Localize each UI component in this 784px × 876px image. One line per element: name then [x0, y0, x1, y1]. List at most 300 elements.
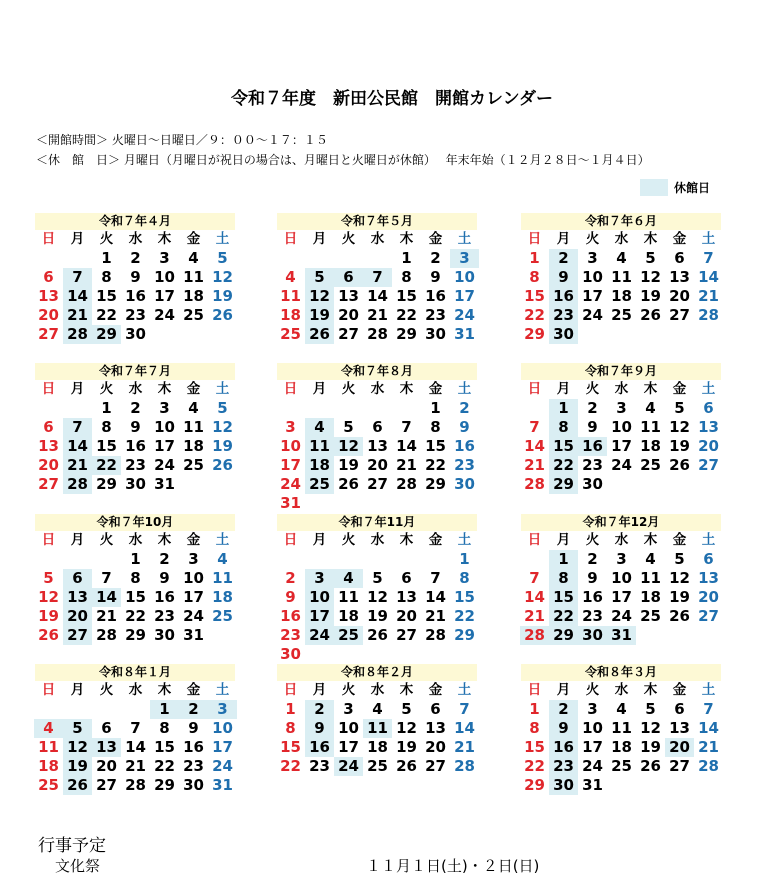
- day-cell: 20: [38, 306, 59, 324]
- day-cell: 3: [159, 249, 170, 267]
- day-cell: 2: [459, 399, 470, 417]
- month-calendar: [277, 213, 477, 344]
- weekday-header: 日: [41, 381, 56, 397]
- day-cell: 26: [640, 757, 661, 775]
- day-cell: 30: [183, 776, 204, 794]
- month-days-grid: [520, 230, 721, 344]
- day-cell: 23: [125, 456, 146, 474]
- day-cell: 17: [305, 607, 334, 626]
- legend: [640, 178, 710, 196]
- empty-cell: [276, 249, 305, 268]
- weekday-header: 火: [341, 381, 356, 397]
- weekday-header: 火: [99, 381, 114, 397]
- day-cell: 9: [549, 719, 578, 738]
- day-cell: 2: [587, 399, 598, 417]
- event-date: １１月１日(土)・２日(日): [366, 857, 540, 875]
- day-cell: 20: [96, 757, 117, 775]
- day-cell: 13: [669, 719, 690, 737]
- day-cell: 12: [396, 719, 417, 737]
- month-title: 令和７年４月: [35, 213, 235, 230]
- day-cell: 9: [430, 268, 441, 286]
- day-cell: 31: [183, 626, 204, 644]
- weekday-header: 土: [701, 231, 716, 247]
- month-days-grid: [520, 681, 721, 795]
- day-cell: 2: [587, 550, 598, 568]
- day-cell: 5: [63, 719, 92, 738]
- month-calendar: [277, 363, 477, 513]
- day-cell: 29: [454, 626, 475, 644]
- day-cell: 6: [430, 700, 441, 718]
- day-cell: 26: [640, 306, 661, 324]
- weekday-header: 木: [643, 532, 658, 548]
- weekday-header: 土: [457, 532, 472, 548]
- day-cell: 19: [305, 306, 334, 325]
- month-days-grid: [276, 681, 477, 776]
- day-cell: 12: [640, 719, 661, 737]
- day-cell: 16: [549, 738, 578, 757]
- empty-cell: [63, 399, 92, 418]
- empty-cell: [334, 249, 363, 268]
- day-cell: 22: [92, 456, 121, 475]
- day-cell: 16: [454, 437, 475, 455]
- weekday-header: 金: [428, 532, 443, 548]
- day-cell: 28: [96, 626, 117, 644]
- weekday-header: 金: [428, 231, 443, 247]
- weekday-header: 月: [556, 381, 571, 397]
- day-cell: 30: [125, 325, 146, 343]
- day-cell: 7: [459, 700, 470, 718]
- day-cell: 13: [63, 588, 92, 607]
- weekday-header: 土: [215, 381, 230, 397]
- day-cell: 19: [669, 588, 690, 606]
- month-title: 令和７年８月: [277, 363, 477, 380]
- day-cell: 18: [280, 306, 301, 324]
- day-cell: 12: [334, 437, 363, 456]
- day-cell: 26: [669, 456, 690, 474]
- day-cell: 12: [63, 738, 92, 757]
- empty-cell: [63, 550, 92, 569]
- month-title: 令和７年７月: [35, 363, 235, 380]
- day-cell: 14: [425, 588, 446, 606]
- day-cell: 31: [607, 626, 636, 645]
- weekday-header: 土: [457, 231, 472, 247]
- day-cell: 23: [454, 456, 475, 474]
- weekday-header: 金: [186, 231, 201, 247]
- day-cell: 14: [454, 719, 475, 737]
- month-title: 令和７年10月: [35, 514, 235, 531]
- day-cell: 30: [125, 475, 146, 493]
- weekday-header: 金: [672, 231, 687, 247]
- day-cell: 10: [582, 719, 603, 737]
- day-cell: 14: [63, 287, 92, 306]
- weekday-header: 月: [70, 231, 85, 247]
- day-cell: 18: [212, 588, 233, 606]
- day-cell: 22: [396, 306, 417, 324]
- month-calendar: [277, 514, 477, 664]
- day-cell: 22: [454, 607, 475, 625]
- day-cell: 31: [154, 475, 175, 493]
- day-cell: 17: [582, 287, 603, 305]
- day-cell: 20: [396, 607, 417, 625]
- month-title: 令和７年５月: [277, 213, 477, 230]
- day-cell: 7: [703, 249, 714, 267]
- day-cell: 11: [183, 268, 204, 286]
- day-cell: 18: [640, 437, 661, 455]
- day-cell: 3: [188, 550, 199, 568]
- weekday-header: 水: [614, 381, 629, 397]
- day-cell: 29: [92, 325, 121, 344]
- legend-closed-swatch: [640, 179, 668, 196]
- day-cell: 6: [401, 569, 412, 587]
- day-cell: 8: [549, 569, 578, 588]
- day-cell: 22: [96, 306, 117, 324]
- legend-label: 休館日: [674, 180, 711, 195]
- day-cell: 23: [125, 306, 146, 324]
- weekday-header: 日: [527, 682, 542, 698]
- day-cell: 12: [367, 588, 388, 606]
- day-cell: 24: [582, 306, 603, 324]
- day-cell: 12: [669, 569, 690, 587]
- month-calendar: [521, 363, 721, 494]
- empty-cell: [305, 399, 334, 418]
- weekday-header: 月: [70, 682, 85, 698]
- day-cell: 4: [34, 719, 63, 738]
- day-cell: 19: [640, 287, 661, 305]
- day-cell: 23: [549, 757, 578, 776]
- day-cell: 6: [63, 569, 92, 588]
- day-cell: 4: [616, 700, 627, 718]
- day-cell: 4: [616, 249, 627, 267]
- day-cell: 19: [212, 287, 233, 305]
- day-cell: 29: [549, 626, 578, 645]
- day-cell: 21: [425, 607, 446, 625]
- day-cell: 29: [396, 325, 417, 343]
- month-title: 令和８年３月: [521, 664, 721, 681]
- day-cell: 13: [698, 418, 719, 436]
- day-cell: 6: [43, 418, 54, 436]
- day-cell: 20: [425, 738, 446, 756]
- empty-cell: [34, 399, 63, 418]
- empty-cell: [363, 249, 392, 268]
- month-days-grid: [520, 380, 721, 494]
- day-cell: 28: [63, 325, 92, 344]
- weekday-header: 木: [643, 231, 658, 247]
- day-cell: 29: [425, 475, 446, 493]
- weekday-header: 木: [157, 231, 172, 247]
- day-cell: 21: [63, 456, 92, 475]
- day-cell: 18: [611, 287, 632, 305]
- day-cell: 15: [524, 738, 545, 756]
- day-cell: 22: [549, 456, 578, 475]
- day-cell: 22: [154, 757, 175, 775]
- day-cell: 25: [38, 776, 59, 794]
- weekday-header: 木: [399, 381, 414, 397]
- month-calendar: [35, 363, 235, 494]
- day-cell: 27: [669, 757, 690, 775]
- day-cell: 3: [343, 700, 354, 718]
- day-cell: 20: [38, 456, 59, 474]
- weekday-header: 火: [341, 231, 356, 247]
- day-cell: 27: [96, 776, 117, 794]
- day-cell: 30: [578, 626, 607, 645]
- weekday-header: 金: [672, 381, 687, 397]
- day-cell: 27: [63, 626, 92, 645]
- day-cell: 28: [524, 475, 545, 493]
- day-cell: 10: [183, 569, 204, 587]
- day-cell: 4: [188, 249, 199, 267]
- day-cell: 30: [425, 325, 446, 343]
- day-cell: 15: [125, 588, 146, 606]
- day-cell: 29: [524, 776, 545, 794]
- day-cell: 4: [372, 700, 383, 718]
- day-cell: 22: [125, 607, 146, 625]
- month-calendar: [35, 514, 235, 645]
- day-cell: 15: [524, 287, 545, 305]
- empty-cell: [34, 249, 63, 268]
- day-cell: 8: [401, 268, 412, 286]
- empty-cell: [305, 249, 334, 268]
- month-title: 令和７年11月: [277, 514, 477, 531]
- month-title: 令和８年１月: [35, 664, 235, 681]
- day-cell: 4: [645, 399, 656, 417]
- day-cell: 9: [188, 719, 199, 737]
- day-cell: 2: [179, 700, 208, 719]
- weekday-header: 火: [99, 682, 114, 698]
- day-cell: 1: [130, 550, 141, 568]
- weekday-header: 水: [370, 231, 385, 247]
- weekday-header: 日: [283, 381, 298, 397]
- day-cell: 3: [285, 418, 296, 436]
- day-cell: 15: [425, 437, 446, 455]
- weekday-header: 日: [283, 231, 298, 247]
- empty-cell: [520, 399, 549, 418]
- day-cell: 26: [38, 626, 59, 644]
- day-cell: 1: [459, 550, 470, 568]
- day-cell: 11: [640, 569, 661, 587]
- day-cell: 16: [425, 287, 446, 305]
- day-cell: 11: [183, 418, 204, 436]
- day-cell: 25: [212, 607, 233, 625]
- day-cell: 24: [611, 607, 632, 625]
- day-cell: 13: [367, 437, 388, 455]
- weekday-header: 金: [672, 532, 687, 548]
- day-cell: 27: [698, 456, 719, 474]
- day-cell: 6: [334, 268, 363, 287]
- day-cell: 3: [616, 399, 627, 417]
- weekday-header: 土: [215, 682, 230, 698]
- weekday-header: 水: [128, 381, 143, 397]
- page-title: 令和７年度 新田公民館 開館カレンダー: [231, 89, 553, 109]
- day-cell: 3: [208, 700, 237, 719]
- day-cell: 3: [587, 249, 598, 267]
- day-cell: 1: [401, 249, 412, 267]
- day-cell: 5: [645, 700, 656, 718]
- day-cell: 8: [101, 418, 112, 436]
- day-cell: 18: [611, 738, 632, 756]
- day-cell: 4: [334, 569, 363, 588]
- month-calendar: [35, 664, 235, 795]
- day-cell: 24: [154, 456, 175, 474]
- day-cell: 9: [587, 418, 598, 436]
- day-cell: 15: [549, 437, 578, 456]
- day-cell: 8: [430, 418, 441, 436]
- day-cell: 7: [101, 569, 112, 587]
- day-cell: 1: [549, 399, 578, 418]
- day-cell: 24: [611, 456, 632, 474]
- day-cell: 15: [280, 738, 301, 756]
- day-cell: 17: [154, 437, 175, 455]
- day-cell: 11: [363, 719, 392, 738]
- day-cell: 2: [285, 569, 296, 587]
- day-cell: 10: [280, 437, 301, 455]
- empty-cell: [363, 399, 392, 418]
- weekday-header: 金: [186, 682, 201, 698]
- day-cell: 30: [582, 475, 603, 493]
- empty-cell: [334, 399, 363, 418]
- day-cell: 25: [183, 306, 204, 324]
- day-cell: 27: [38, 475, 59, 493]
- empty-cell: [520, 550, 549, 569]
- day-cell: 19: [669, 437, 690, 455]
- day-cell: 27: [38, 325, 59, 343]
- weekday-header: 火: [341, 682, 356, 698]
- day-cell: 20: [665, 738, 694, 757]
- day-cell: 25: [334, 626, 363, 645]
- day-cell: 13: [669, 268, 690, 286]
- day-cell: 19: [367, 607, 388, 625]
- day-cell: 1: [430, 399, 441, 417]
- weekday-header: 日: [41, 532, 56, 548]
- weekday-header: 木: [399, 231, 414, 247]
- weekday-header: 月: [556, 682, 571, 698]
- day-cell: 4: [188, 399, 199, 417]
- day-cell: 2: [130, 399, 141, 417]
- day-cell: 14: [698, 719, 719, 737]
- day-cell: 30: [154, 626, 175, 644]
- day-cell: 19: [640, 738, 661, 756]
- day-cell: 6: [674, 249, 685, 267]
- day-cell: 20: [698, 437, 719, 455]
- day-cell: 5: [372, 569, 383, 587]
- day-cell: 28: [698, 306, 719, 324]
- day-cell: 13: [338, 287, 359, 305]
- weekday-header: 金: [428, 381, 443, 397]
- day-cell: 18: [38, 757, 59, 775]
- month-calendar: [521, 514, 721, 645]
- empty-cell: [276, 399, 305, 418]
- day-cell: 23: [183, 757, 204, 775]
- day-cell: 29: [154, 776, 175, 794]
- month-calendar: [521, 213, 721, 344]
- day-cell: 7: [430, 569, 441, 587]
- empty-cell: [421, 550, 450, 569]
- month-days-grid: [276, 230, 477, 344]
- day-cell: 23: [582, 607, 603, 625]
- weekday-header: 金: [186, 532, 201, 548]
- day-cell: 8: [549, 418, 578, 437]
- day-cell: 31: [582, 776, 603, 794]
- weekday-header: 日: [283, 682, 298, 698]
- day-cell: 4: [285, 268, 296, 286]
- day-cell: 6: [372, 418, 383, 436]
- day-cell: 3: [305, 569, 334, 588]
- day-cell: 12: [212, 268, 233, 286]
- day-cell: 28: [367, 325, 388, 343]
- closed-days-note: ＜休 館 日＞ 月曜日（月曜日が祝日の場合は、月曜日と火曜日が休館） 年末年始（１２月２８日～１月４日）: [36, 153, 650, 167]
- day-cell: 23: [549, 306, 578, 325]
- day-cell: 16: [280, 607, 301, 625]
- day-cell: 21: [524, 456, 545, 474]
- weekday-header: 日: [283, 532, 298, 548]
- weekday-header: 日: [41, 231, 56, 247]
- day-cell: 17: [154, 287, 175, 305]
- day-cell: 6: [674, 700, 685, 718]
- day-cell: 15: [96, 437, 117, 455]
- day-cell: 15: [396, 287, 417, 305]
- weekday-header: 火: [99, 231, 114, 247]
- day-cell: 13: [425, 719, 446, 737]
- day-cell: 21: [698, 287, 719, 305]
- day-cell: 7: [63, 268, 92, 287]
- day-cell: 20: [669, 287, 690, 305]
- empty-cell: [63, 700, 92, 719]
- weekday-header: 木: [643, 682, 658, 698]
- day-cell: 11: [305, 437, 334, 456]
- empty-cell: [392, 399, 421, 418]
- weekday-header: 日: [527, 381, 542, 397]
- day-cell: 12: [669, 418, 690, 436]
- day-cell: 24: [183, 607, 204, 625]
- empty-cell: [92, 700, 121, 719]
- day-cell: 14: [396, 437, 417, 455]
- day-cell: 5: [343, 418, 354, 436]
- day-cell: 28: [520, 626, 549, 645]
- weekday-header: 土: [701, 682, 716, 698]
- day-cell: 17: [611, 588, 632, 606]
- weekday-header: 月: [312, 381, 327, 397]
- day-cell: 15: [154, 738, 175, 756]
- day-cell: 25: [611, 757, 632, 775]
- day-cell: 11: [38, 738, 59, 756]
- day-cell: 24: [212, 757, 233, 775]
- weekday-header: 火: [585, 532, 600, 548]
- day-cell: 17: [212, 738, 233, 756]
- day-cell: 9: [587, 569, 598, 587]
- empty-cell: [34, 700, 63, 719]
- weekday-header: 水: [370, 682, 385, 698]
- day-cell: 17: [454, 287, 475, 305]
- day-cell: 6: [703, 399, 714, 417]
- day-cell: 8: [130, 569, 141, 587]
- month-days-grid: [520, 531, 721, 645]
- day-cell: 16: [125, 287, 146, 305]
- day-cell: 9: [285, 588, 296, 606]
- day-cell: 14: [367, 287, 388, 305]
- day-cell: 9: [305, 719, 334, 738]
- day-cell: 21: [454, 738, 475, 756]
- day-cell: 9: [159, 569, 170, 587]
- day-cell: 29: [524, 325, 545, 343]
- weekday-header: 水: [614, 682, 629, 698]
- day-cell: 11: [611, 268, 632, 286]
- day-cell: 5: [217, 399, 228, 417]
- day-cell: 1: [101, 249, 112, 267]
- day-cell: 23: [309, 757, 330, 775]
- day-cell: 23: [154, 607, 175, 625]
- day-cell: 26: [212, 456, 233, 474]
- weekday-header: 水: [614, 532, 629, 548]
- day-cell: 17: [183, 588, 204, 606]
